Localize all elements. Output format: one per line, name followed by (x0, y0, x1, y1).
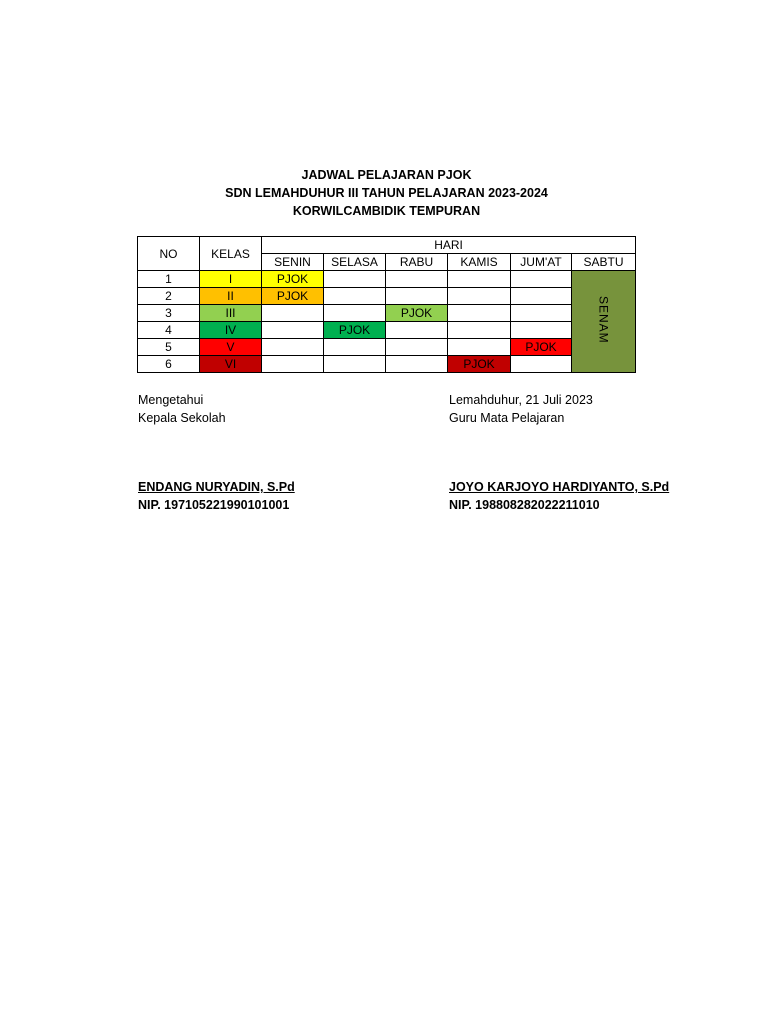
schedule-cell (324, 271, 386, 288)
day-header-senin: SENIN (262, 254, 324, 271)
schedule-cell (324, 305, 386, 322)
sig-right-line1: Lemahduhur, 21 Juli 2023 (449, 393, 593, 407)
row-kelas: VI (200, 356, 262, 373)
schedule-cell: PJOK (262, 288, 324, 305)
sig-left-line1: Mengetahui (138, 393, 204, 407)
table-row (138, 356, 636, 373)
schedule-cell: PJOK (262, 271, 324, 288)
row-kelas: II (200, 288, 262, 305)
schedule-cell (511, 322, 572, 339)
row-no: 5 (138, 339, 200, 356)
title-line-3: KORWILCAMBIDIK TEMPURAN (292, 204, 481, 218)
schedule-cell (448, 288, 511, 305)
table-row (138, 271, 636, 288)
schedule-cell (511, 356, 572, 373)
schedule-cell (448, 305, 511, 322)
schedule-cell (511, 271, 572, 288)
schedule-cell (262, 305, 324, 322)
day-header-jumat: JUM'AT (511, 254, 572, 271)
table-row (138, 322, 636, 339)
day-header-rabu: RABU (386, 254, 448, 271)
sig-right-nip: NIP. 198808282022211010 (449, 498, 600, 512)
schedule-cell (324, 288, 386, 305)
schedule-cell (262, 322, 324, 339)
schedule-cell: PJOK (386, 305, 448, 322)
schedule-cell (386, 322, 448, 339)
row-kelas: IV (200, 322, 262, 339)
table-row (138, 339, 636, 356)
header-kelas: KELAS (200, 237, 262, 271)
row-no: 3 (138, 305, 200, 322)
saturday-senam-cell (572, 271, 636, 373)
table-row (138, 288, 636, 305)
schedule-cell (262, 356, 324, 373)
signature-left (138, 391, 295, 514)
table-row (138, 305, 636, 322)
schedule-cell (448, 339, 511, 356)
schedule-cell (386, 356, 448, 373)
sig-right-name: JOYO KARJOYO HARDIYANTO, S.Pd (449, 480, 670, 494)
schedule-cell (386, 288, 448, 305)
schedule-cell (262, 339, 324, 356)
row-no: 6 (138, 356, 200, 373)
schedule-cell (511, 288, 572, 305)
schedule-cell (511, 305, 572, 322)
day-header-selasa: SELASA (324, 254, 386, 271)
schedule-cell: PJOK (448, 356, 511, 373)
schedule-cell (448, 322, 511, 339)
schedule-cell (448, 271, 511, 288)
sig-left-line2: Kepala Sekolah (138, 411, 226, 425)
header-no: NO (138, 237, 200, 271)
sig-left-nip: NIP. 197105221990101001 (138, 498, 290, 512)
schedule-cell (324, 356, 386, 373)
row-no: 4 (138, 322, 200, 339)
row-kelas: I (200, 271, 262, 288)
sig-right-line2: Guru Mata Pelajaran (449, 411, 565, 425)
title-line-2: SDN LEMAHDUHUR III TAHUN PELAJARAN 2023-2024 (225, 186, 548, 200)
row-kelas: III (200, 305, 262, 322)
schedule-cell (386, 339, 448, 356)
document-title (138, 166, 635, 220)
row-kelas: V (200, 339, 262, 356)
signature-right (449, 391, 669, 514)
sig-left-name: ENDANG NURYADIN, S.Pd (138, 480, 295, 494)
day-header-kamis: KAMIS (448, 254, 511, 271)
header-hari: HARI (262, 237, 636, 254)
row-no: 1 (138, 271, 200, 288)
schedule-cell: PJOK (324, 322, 386, 339)
schedule-cell (324, 339, 386, 356)
schedule-cell: PJOK (511, 339, 572, 356)
title-line-1: JADWAL PELAJARAN PJOK (301, 168, 472, 182)
day-header-sabtu: SABTU (572, 254, 636, 271)
saturday-label: SENAM (596, 295, 611, 344)
schedule-table (137, 236, 636, 373)
schedule-cell (386, 271, 448, 288)
row-no: 2 (138, 288, 200, 305)
